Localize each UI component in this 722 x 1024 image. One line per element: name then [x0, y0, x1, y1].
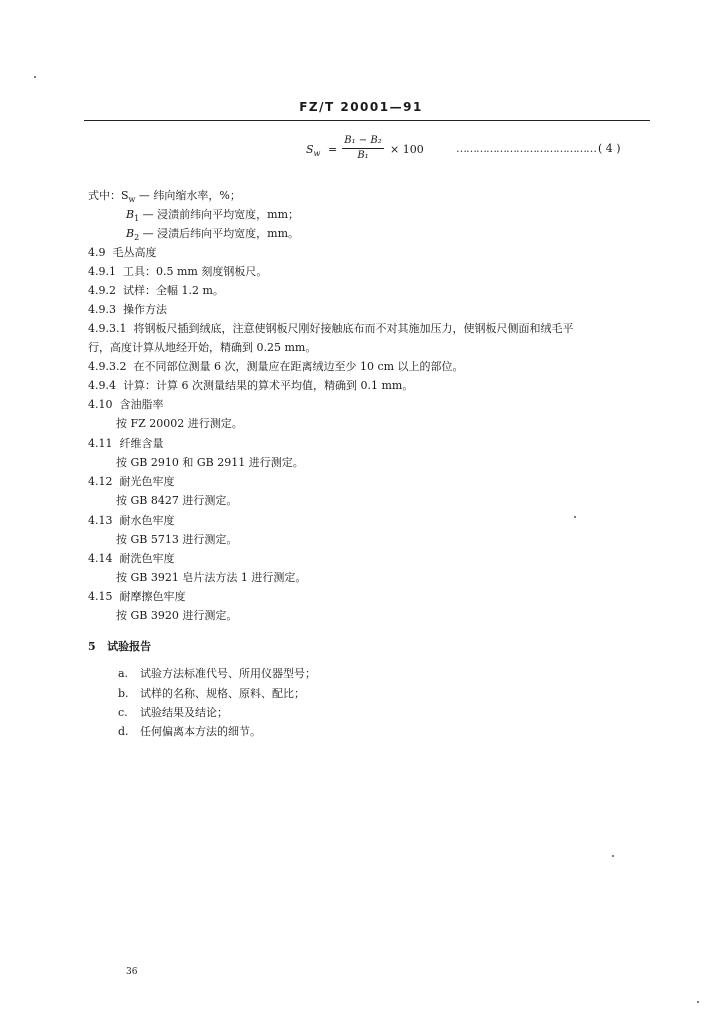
formula-fraction	[342, 134, 384, 163]
document-header: FZ/T 20001—91	[299, 100, 423, 114]
formula-equals: =	[328, 143, 338, 156]
section-4-12-body: 按 GB 8427 进行测定。	[116, 494, 238, 507]
section-4-14-body: 按 GB 3921 皂片法方法 1 进行测定。	[116, 571, 307, 584]
report-item-c: c. 试验结果及结论；	[118, 706, 228, 719]
section-4-11: 4.11 纤维含量	[88, 437, 164, 450]
section-4-12: 4.12 耐光色牢度	[88, 475, 175, 488]
section-4-9: 4.9 毛丛高度	[88, 246, 157, 259]
section-4-10: 4.10 含油脂率	[88, 398, 164, 411]
page-number: 36	[126, 967, 138, 977]
section-4-9-1: 4.9.1 工具：0.5 mm 刻度钢板尺。	[88, 265, 268, 278]
section-4-9-3-1-cont: 行，高度计算从地经开始，精确到 0.25 mm。	[88, 341, 317, 354]
report-item-a: a. 试验方法标准代号、所用仪器型号；	[118, 667, 316, 680]
section-4-15: 4.15 耐摩擦色牢度	[88, 590, 186, 603]
section-4-10-body: 按 FZ 20002 进行测定。	[116, 417, 243, 430]
scan-speck	[574, 516, 576, 518]
section-4-9-3-1: 4.9.3.1 将钢板尺插到绒底，注意使钢板尺刚好接触底布而不对其施加压力，使钢板尺侧面和绒毛平	[88, 322, 574, 335]
section-4-14: 4.14 耐洗色牢度	[88, 552, 175, 565]
section-4-13-body: 按 GB 5713 进行测定。	[116, 533, 238, 546]
formula-denominator: B₁	[357, 150, 369, 161]
formula-numerator: B₁ − B₂	[342, 134, 384, 149]
report-item-b: b. 试样的名称、规格、原料、配比；	[118, 687, 305, 700]
scan-speck	[34, 76, 36, 78]
report-item-d: d. 任何偏离本方法的细节。	[118, 725, 261, 738]
formula-number: …………………………………… ( 4 )	[456, 142, 621, 155]
section-5-heading: 5 试验报告	[88, 640, 152, 653]
scan-speck	[697, 1001, 699, 1003]
formula-lhs: $S_w$	[306, 143, 321, 159]
header-rule	[84, 120, 650, 121]
section-4-9-2: 4.9.2 试样：全幅 1.2 m。	[88, 284, 224, 297]
legend-b2: $B_2$ — 浸渍后纬向平均宽度，mm。	[126, 227, 300, 243]
section-4-9-3: 4.9.3 操作方法	[88, 303, 167, 316]
section-4-9-3-2: 4.9.3.2 在不同部位测量 6 次，测量应在距离绒边至少 10 cm 以上的部位。	[88, 360, 464, 373]
formula-times: × 100	[390, 143, 424, 156]
section-4-9-4: 4.9.4 计算：计算 6 次测量结果的算术平均值，精确到 0.1 mm。	[88, 379, 414, 392]
legend-sw: 式中：$S_w$ — 纬向缩水率，%；	[88, 189, 241, 205]
section-4-13: 4.13 耐水色牢度	[88, 514, 175, 527]
scan-speck	[612, 855, 614, 857]
section-4-15-body: 按 GB 3920 进行测定。	[116, 609, 238, 622]
section-4-11-body: 按 GB 2910 和 GB 2911 进行测定。	[116, 456, 304, 469]
legend-b1: $B_1$ — 浸渍前纬向平均宽度，mm；	[126, 208, 300, 224]
